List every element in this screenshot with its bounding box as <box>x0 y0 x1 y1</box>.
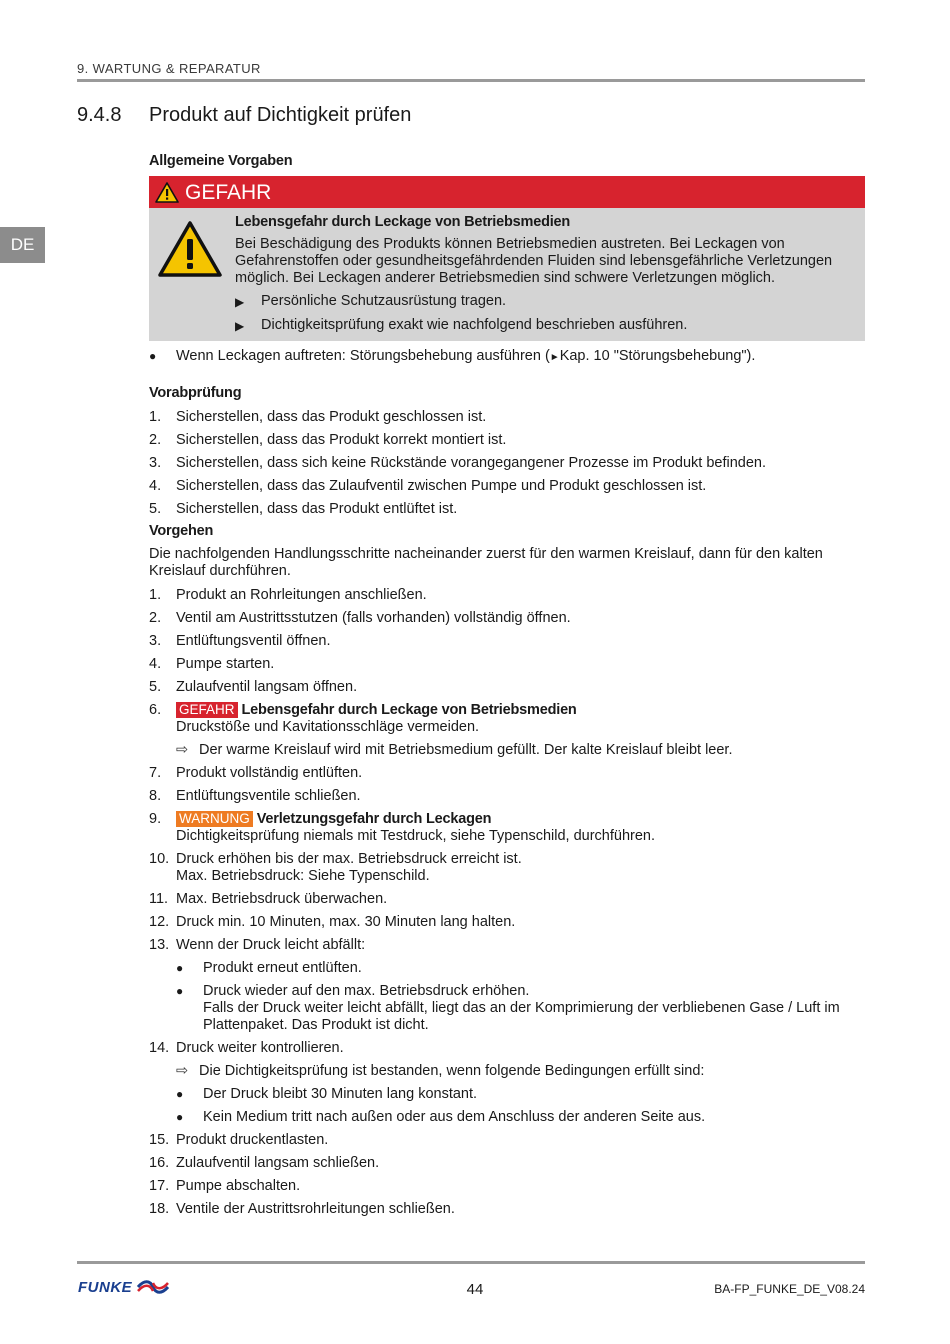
step-text: Dichtigkeitsprüfung niemals mit Testdruck, siehe Typenschild, durchführen. <box>176 828 656 844</box>
item-number: 5. <box>149 501 162 517</box>
danger-title: Lebensgefahr durch Leckage von Betriebsmedien <box>235 214 571 230</box>
item-text: Sicherstellen, dass das Zulaufventil zwischen Pumpe und Produkt geschlossen ist. <box>176 478 707 494</box>
step-number: 14. <box>149 1040 170 1056</box>
step-body <box>176 914 865 931</box>
step-result <box>176 742 865 759</box>
step-body <box>176 702 865 759</box>
step-body <box>176 633 865 650</box>
step-text: Druck erhöhen bis der max. Betriebsdruck erreicht ist. <box>176 851 522 867</box>
procedure-intro: Die nachfolgenden Handlungsschritte nacheinander zuerst für den warmen Kreislauf, dann für den kalten Kreislauf durchführen. <box>149 546 823 579</box>
language-tab: DE <box>0 227 45 263</box>
procedure-step <box>149 811 865 845</box>
step-number: 12. <box>149 914 170 930</box>
precheck-list <box>149 409 865 518</box>
step-number: 11. <box>149 891 169 907</box>
danger-action: ▶ Dichtigkeitsprüfung exakt wie nachfolgend beschrieben ausführen. <box>235 317 688 333</box>
section-title: Produkt auf Dichtigkeit prüfen <box>149 104 412 126</box>
procedure-step <box>149 702 865 759</box>
sub-bullet-body <box>203 960 362 977</box>
bullet-icon: ● <box>176 1087 184 1101</box>
content <box>149 153 865 1224</box>
danger-action: ▶ Persönliche Schutzausrüstung tragen. <box>235 293 507 309</box>
step-body <box>176 1132 865 1149</box>
step-number: 6. <box>149 702 162 718</box>
procedure-heading: Vorgehen <box>149 523 214 539</box>
section-heading <box>77 104 411 127</box>
step-body <box>176 1155 865 1172</box>
bullet-icon: ● <box>176 961 184 975</box>
step-number: 18. <box>149 1201 170 1217</box>
step-result <box>176 1063 865 1080</box>
item-number: 4. <box>149 478 162 494</box>
cross-reference-icon: ► <box>549 352 560 363</box>
bullet-icon: ● <box>176 984 184 998</box>
step-text: Zulaufventil langsam schließen. <box>176 1155 380 1171</box>
section-number: 9.4.8 <box>77 104 122 126</box>
step-text: Entlüftungsventil öffnen. <box>176 633 331 649</box>
step-text-extra: Max. Betriebsdruck: Siehe Typenschild. <box>176 868 430 884</box>
step-number: 8. <box>149 788 162 804</box>
step-body <box>176 811 865 845</box>
sub-bullet-text: Druck wieder auf den max. Betriebsdruck erhöhen. <box>203 983 530 999</box>
step-text: Druck min. 10 Minuten, max. 30 Minuten lang halten. <box>176 914 516 930</box>
step-number: 10. <box>149 851 170 867</box>
step-number: 17. <box>149 1178 170 1194</box>
step-number: 5. <box>149 679 162 695</box>
step-number: 16. <box>149 1155 170 1171</box>
step-text: Produkt vollständig entlüften. <box>176 765 363 781</box>
procedure-step <box>149 679 865 696</box>
step-hazard-line <box>176 811 865 828</box>
step-text: Druckstöße und Kavitationsschläge vermeiden. <box>176 719 480 735</box>
sub-bullet <box>176 1109 865 1126</box>
step-number: 7. <box>149 765 162 781</box>
chapter-header: 9. WARTUNG & REPARATUR <box>77 61 261 76</box>
warning-triangle-icon <box>155 182 179 203</box>
step-number: 4. <box>149 656 162 672</box>
document-code: BA-FP_FUNKE_DE_V08.24 <box>714 1282 865 1296</box>
procedure-step <box>149 851 865 885</box>
step-body <box>176 587 865 604</box>
step-text: Produkt an Rohrleitungen anschließen. <box>176 587 427 603</box>
item-number: 1. <box>149 409 162 425</box>
hazard-title: Lebensgefahr durch Leckage von Betriebsmedien <box>241 702 577 718</box>
sub-bullet <box>176 960 865 977</box>
step-text: Pumpe abschalten. <box>176 1178 301 1194</box>
step-text: Produkt druckentlasten. <box>176 1132 329 1148</box>
sub-bullet-note: Falls der Druck weiter leicht abfällt, liegt das an der Komprimierung der verbliebenen Gase / Luft im Plattenpaket. Das Produkt ist dicht. <box>203 1000 840 1033</box>
step-text: Entlüftungsventile schließen. <box>176 788 361 804</box>
procedure-step <box>149 788 865 805</box>
step-text: Max. Betriebsdruck überwachen. <box>176 891 388 907</box>
danger-label: GEFAHR <box>185 180 272 204</box>
bullet-icon: ● <box>176 1110 184 1124</box>
danger-description: Bei Beschädigung des Produkts können Betriebsmedien austreten. Bei Leckagen von Gefahrenstoffen oder gesundheitsgefährdenden Fluiden sind lebensgefährliche Verletzungen möglich. Bei Leckagen anderer Betriebsmedien sind schwere Verletzungen möglich. <box>235 236 833 286</box>
brand-name: FUNKE <box>78 1278 133 1296</box>
result-text: Der warme Kreislauf wird mit Betriebsmedium gefüllt. Der kalte Kreislauf bleibt leer. <box>199 742 733 758</box>
procedure-step <box>149 1132 865 1149</box>
precheck-item <box>149 478 865 495</box>
procedure-step <box>149 656 865 673</box>
step-body <box>176 851 865 885</box>
warning-triangle-large-icon <box>157 214 227 335</box>
cross-reference-link[interactable]: Kap. 10 "Störungsbehebung"). <box>559 348 756 364</box>
procedure-step <box>149 765 865 782</box>
sub-bullet-text: Kein Medium tritt nach außen oder aus dem Anschluss der anderen Seite aus. <box>203 1109 706 1125</box>
step-body <box>176 937 865 1034</box>
step-number: 13. <box>149 937 170 953</box>
page-number: 44 <box>466 1281 484 1298</box>
item-text: Sicherstellen, dass das Produkt korrekt montiert ist. <box>176 432 507 448</box>
step-body <box>176 788 865 805</box>
item-text: Sicherstellen, dass das Produkt geschlossen ist. <box>176 409 487 425</box>
step-number: 1. <box>149 587 162 603</box>
procedure-step <box>149 1201 865 1218</box>
item-text: Sicherstellen, dass sich keine Rückstände vorangegangener Prozesse im Produkt befinden. <box>176 455 767 471</box>
sub-bullet-text: Der Druck bleibt 30 Minuten lang konstant. <box>203 1086 478 1102</box>
hazard-tag: WARNUNG <box>176 811 253 827</box>
step-body <box>176 891 865 908</box>
sub-bullet-body <box>203 1109 705 1126</box>
precheck-item <box>149 432 865 449</box>
steps-list <box>149 587 865 1218</box>
item-number: 2. <box>149 432 162 448</box>
step-text: Ventil am Austrittsstutzen (falls vorhanden) vollständig öffnen. <box>176 610 571 626</box>
danger-box <box>149 176 865 341</box>
precheck-item <box>149 455 865 472</box>
item-number: 3. <box>149 455 162 471</box>
step-body <box>176 679 865 696</box>
procedure-step <box>149 587 865 604</box>
procedure-step <box>149 1040 865 1126</box>
sub-bullet <box>176 983 865 1034</box>
step-body <box>176 610 865 627</box>
header-divider <box>77 79 865 82</box>
step-text: Ventile der Austrittsrohrleitungen schließen. <box>176 1201 455 1217</box>
precheck-item <box>149 501 865 518</box>
general-heading: Allgemeine Vorgaben <box>149 153 293 169</box>
result-arrow-icon: ⇨ <box>176 742 189 758</box>
procedure-step <box>149 937 865 1034</box>
precheck-item <box>149 409 865 426</box>
step-body <box>176 765 865 782</box>
step-number: 3. <box>149 633 162 649</box>
sub-bullet-body <box>203 983 865 1034</box>
step-text: Pumpe starten. <box>176 656 275 672</box>
step-text: Wenn der Druck leicht abfällt: <box>176 937 366 953</box>
step-number: 2. <box>149 610 162 626</box>
precheck-heading: Vorabprüfung <box>149 385 242 401</box>
procedure-step <box>149 891 865 908</box>
sub-bullet <box>176 1086 865 1103</box>
step-hazard-line <box>176 702 865 719</box>
procedure-step <box>149 610 865 627</box>
bullet-icon: ● <box>149 349 157 363</box>
result-arrow-icon: ⇨ <box>176 1063 189 1079</box>
item-text: Sicherstellen, dass das Produkt entlüftet ist. <box>176 501 458 517</box>
step-number: 9. <box>149 811 162 827</box>
procedure-step <box>149 1178 865 1195</box>
result-text: Die Dichtigkeitsprüfung ist bestanden, wenn folgende Bedingungen erfüllt sind: <box>199 1063 705 1079</box>
step-text: Druck weiter kontrollieren. <box>176 1040 344 1056</box>
step-body <box>176 1178 865 1195</box>
play-arrow-icon: ▶ <box>235 295 245 309</box>
leak-bullet: ● Wenn Leckagen auftreten: Störungsbehebung ausführen (►Kap. 10 "Störungsbehebung"). <box>149 348 756 364</box>
step-body <box>176 1201 865 1218</box>
sub-bullet-text: Produkt erneut entlüften. <box>203 960 362 976</box>
hazard-tag: GEFAHR <box>176 702 238 718</box>
sub-bullet-body <box>203 1086 477 1103</box>
procedure-step <box>149 633 865 650</box>
step-body <box>176 656 865 673</box>
procedure-step <box>149 1155 865 1172</box>
play-arrow-icon: ▶ <box>235 319 245 333</box>
footer-divider <box>77 1261 865 1264</box>
step-text: Zulaufventil langsam öffnen. <box>176 679 358 695</box>
step-body <box>176 1040 865 1126</box>
procedure-step <box>149 914 865 931</box>
danger-body <box>149 208 865 341</box>
step-number: 15. <box>149 1132 170 1148</box>
hazard-title: Verletzungsgefahr durch Leckagen <box>256 811 492 827</box>
danger-header <box>149 176 865 208</box>
